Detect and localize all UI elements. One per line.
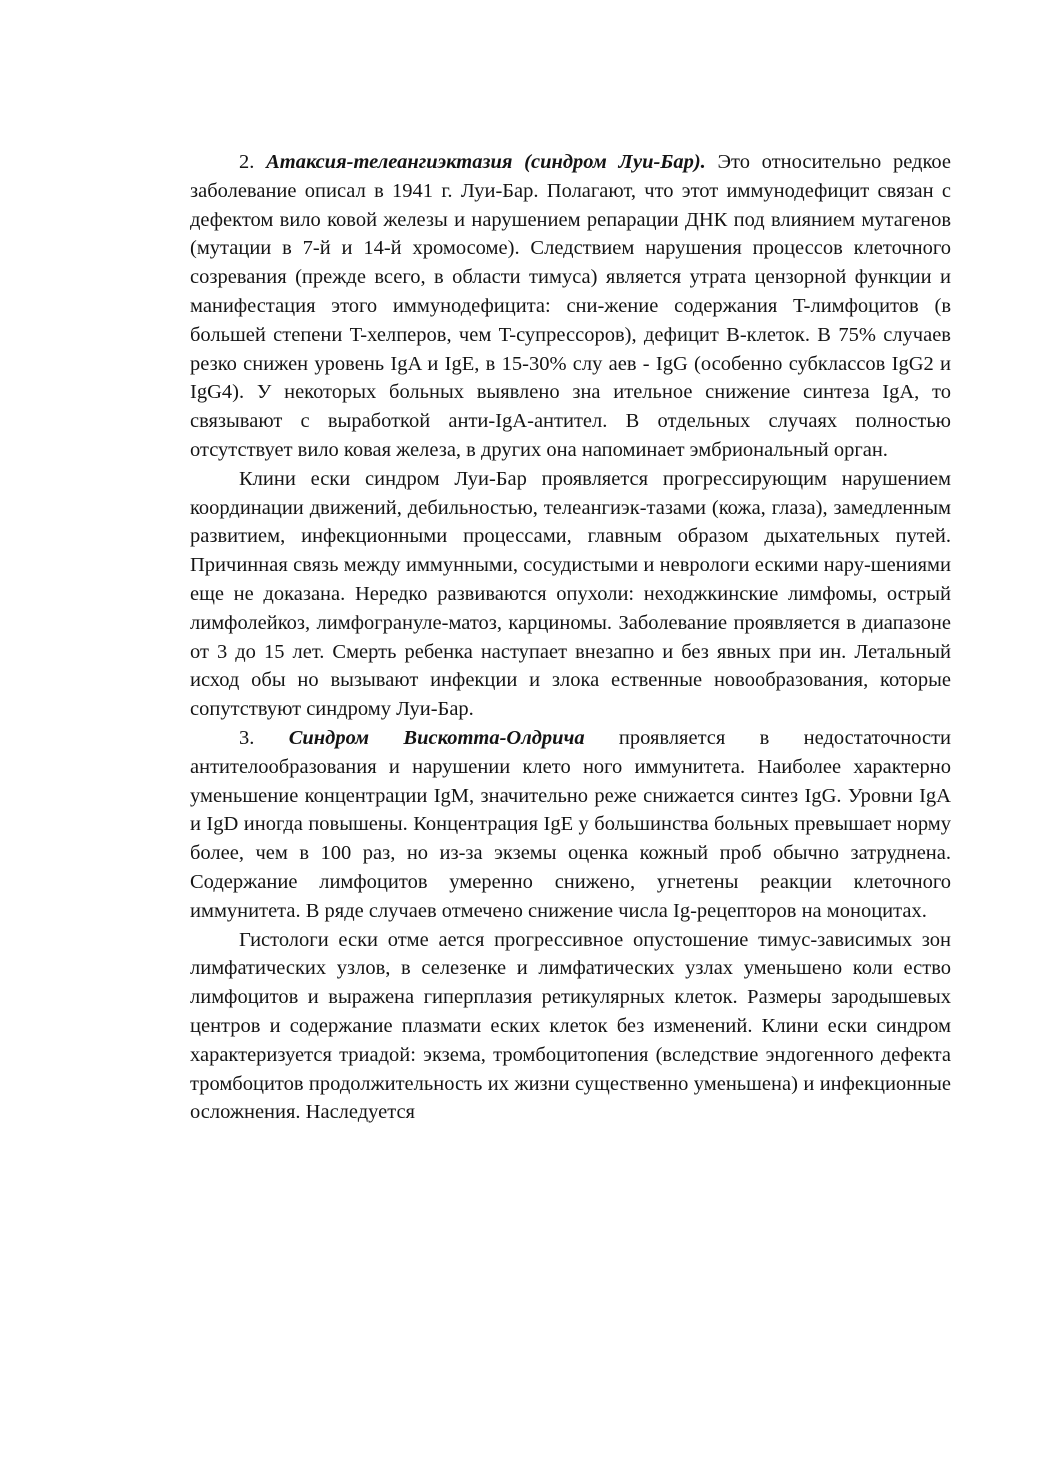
document-page [190, 148, 951, 1127]
paragraph-louis-bar-clinical [190, 465, 951, 724]
paragraph-histology [190, 926, 951, 1128]
paragraph-text: проявляется в недостаточности антителообразования и нарушении клето ного иммунитета. Наиболее характерно уменьшение концентрации IgM, значительно реже снижается синтез IgG. Уровни IgA и IgD иногда повышены. Концентрация IgE у большинства больных превышает норму более, чем в 100 раз, но из-за экземы оценка кожный проб обычно затруднена. Содержание лимфоцитов умеренно снижено, угнетены реакции клеточного иммунитета. В ряде случаев отмечено снижение числа Ig-рецепторов на моноцитах. [190, 726, 951, 922]
paragraph-ataxia-telangiectasia [190, 148, 951, 465]
paragraph-text: Гистологи ески отме ается прогрессивное опустошение тимус-зависимых зон лимфатических узлов, в селезенке и лимфатических узлах уменьшено коли ество лимфоцитов и выражена гиперплазия ретикулярных клеток. Размеры зародышевых центров и содержание плазмати еских клеток без изменений. Клини ески синдром характеризуется триадой: экзема, тромбоцитопения (вследствие эндогенного дефекта тромбоцитов продолжительность их жизни существенно уменьшена) и инфекционные осложнения. Наследуется [190, 928, 951, 1124]
paragraph-text: Это относительно редкое заболевание описал в 1941 г. Луи-Бар. Полагают, что этот иммунодефицит связан с дефектом вило ковой железы и нарушением репарации ДНК под влиянием мутагенов (мутации в 7-й и 14-й хромосоме). Следствием нарушения процессов клеточного созревания (прежде всего, в области тимуса) является утрата цензорной функции и манифестация этого иммунодефицита: сни-жение содержания T-лимфоцитов (в большей степени T-хелперов, чем T-супрессоров), дефицит B-клеток. В 75% случаев резко снижен уровень IgA и IgE, в 15-30% слу аев - IgG (особенно субклассов IgG2 и IgG4). У некоторых больных выявлено зна ительное снижение синтеза IgA, то связывают с выработкой анти-IgA-антител. В отдельных случаях полностью отсутствует вило ковая железа, в других она напоминает эмбриональный орган. [190, 151, 952, 461]
term-heading: Синдром Вискотта-Олдрича [288, 726, 585, 749]
paragraph-wiskott-aldrich [190, 724, 951, 926]
item-number: 2. [239, 151, 267, 173]
item-number: 3. [239, 726, 289, 749]
paragraph-text: Клини ески синдром Луи-Бар проявляется прогрессирующим нарушением координации движений, дебильностью, телеангиэк-тазами (кожа, глаза), замедленным развитием, инфекционными процессами, главным образом дыхательных путей. Причинная связь между иммунными, сосудистыми и неврологи ескими нару-шениями еще не доказана. Нередко развиваются опухоли: неходжкинские лимфомы, острый лимфолейкоз, лимфогрануле-матоз, карциномы. Заболевание проявляется в диапазоне от 3 до 15 лет. Смерть ребенка наступает внезапно и без явных при ин. Летальный исход обы но вызывают инфекции и злока ественные новообразования, которые сопутствуют синдрому Луи-Бар. [190, 467, 951, 721]
term-heading: Атаксия-телеангиэктазия (синдром Луи-Бар). [266, 151, 706, 173]
